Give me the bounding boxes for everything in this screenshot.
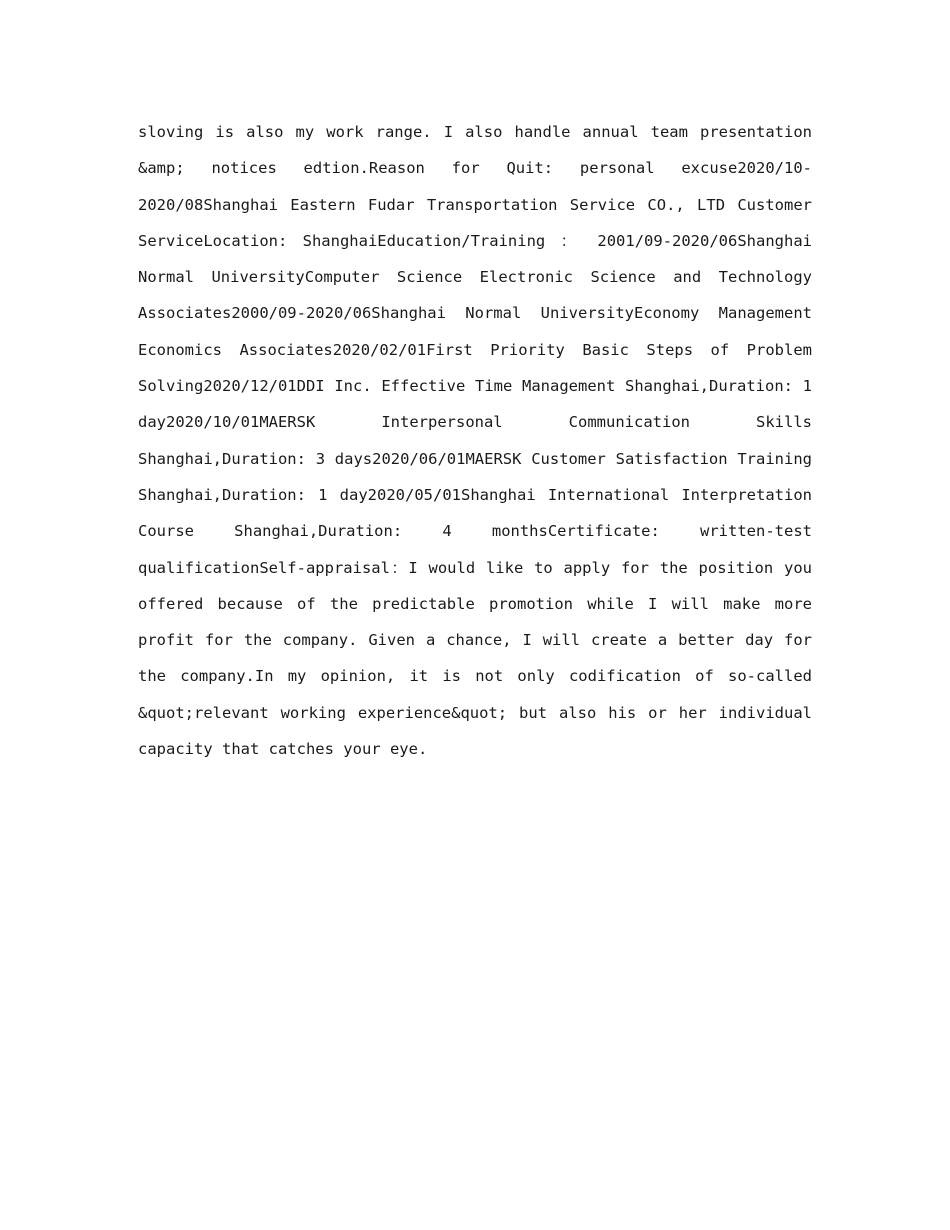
body-paragraph: sloving is also my work range. I also handle annual team presentation &amp; notices edtion.Reason for Quit: personal excuse2020/10-2020/08Shanghai Eastern Fudar Transportation Service CO., LTD Customer ServiceLocation: ShanghaiEducation/Training ： 2001/09-2020/06Shanghai Normal UniversityComputer Science Electronic Science and Technology Associates2000/09-2020/06Shanghai Normal UniversityEconomy Management Economics Associates2020/02/01First Priority Basic Steps of Problem Solving2020/12/01DDI Inc. Effective Time Management Shanghai,Duration: 1 day2020/10/01MAERSK Interpersonal Communication Skills Shanghai,Duration: 3 days2020/06/01MAERSK Customer Satisfaction Training Shanghai,Duration: 1 day2020/05/01Shanghai International Interpretation Course Shanghai,Duration: 4 monthsCertificate: written-test qualificationSelf-appraisal：I would like to apply for the position you offered because of the predictable promotion while I will make more profit for the company. Given a chance, I will create a better day for the company.In my opinion, it is not only codification of so-called &quot;relevant working experience&quot; but also his or her individual capacity that catches your eye.	[138, 123, 812, 759]
